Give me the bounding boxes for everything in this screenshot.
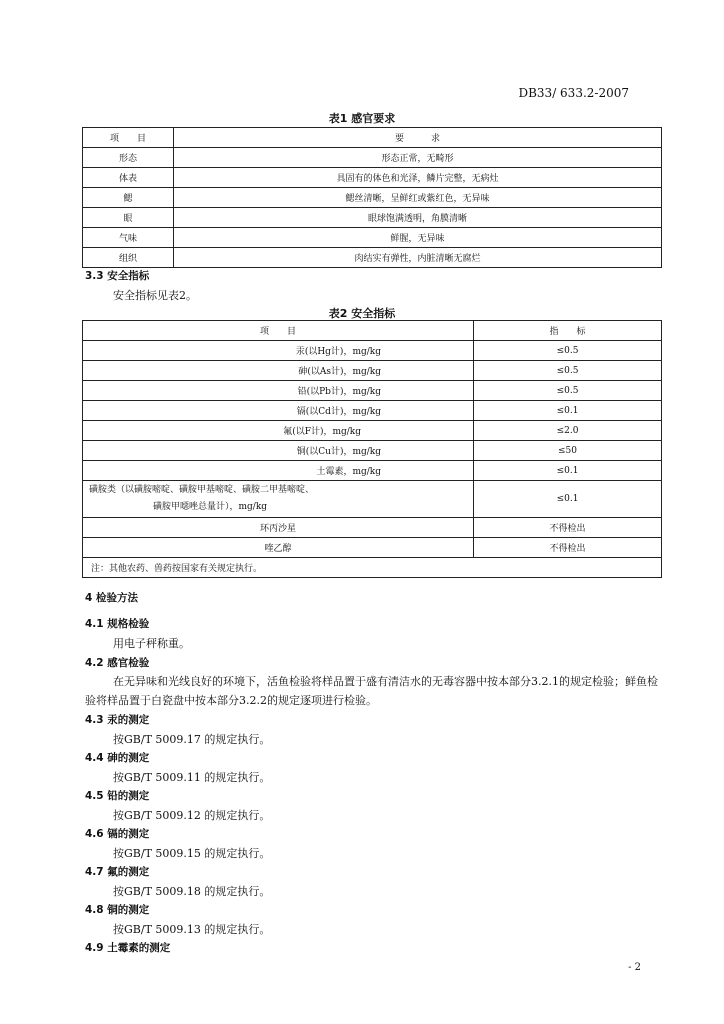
- item-cell: 镉(以Cd计)，mg/kg: [83, 401, 474, 421]
- column-header-requirement: 要 求: [174, 128, 662, 148]
- table-row: [83, 421, 662, 441]
- item-cell: 体表: [83, 168, 174, 188]
- table-note-row: [83, 558, 662, 578]
- item-cell-line: 磺胺甲噁唑总量计），mg/kg: [153, 502, 268, 512]
- item-cell: 氟(以F计)，mg/kg: [83, 421, 474, 441]
- subsection-body: 按GB/T 5009.18 的规定执行。: [113, 885, 271, 898]
- subsection-body: 按GB/T 5009.11 的规定执行。: [113, 771, 271, 784]
- subsection-paragraph: 在无异味和光线良好的环境下，活鱼检验将样品置于盛有清洁水的无毒容器中按本部分3.2.1的规定检验；鲜鱼检验将样品置于白瓷盘中按本部分3.2.2的规定逐项进行检验。: [85, 675, 658, 707]
- item-cell: 气味: [83, 228, 174, 248]
- table-header-row: [83, 128, 662, 148]
- table-row: [83, 188, 662, 208]
- limit-cell: ≤0.1: [474, 481, 662, 518]
- item-cell: 眼: [83, 208, 174, 228]
- subsection-heading: 4.3 汞的测定: [85, 714, 150, 726]
- table2-caption: 表2 安全指标: [328, 307, 396, 320]
- limit-cell: ≤0.1: [474, 401, 662, 421]
- section-body: 安全指标见表2。: [113, 289, 197, 302]
- subsection-heading: 4.9 土霉素的测定: [85, 942, 171, 954]
- limit-cell: 不得检出: [474, 538, 662, 558]
- subsection-body: 按GB/T 5009.17 的规定执行。: [113, 733, 271, 746]
- table-note: 注：其他农药、兽药按国家有关规定执行。: [83, 558, 662, 578]
- table-row: [83, 341, 662, 361]
- item-cell: 组织: [83, 248, 174, 268]
- section-heading: 4 检验方法: [85, 592, 138, 604]
- item-cell: 土霉素，mg/kg: [83, 461, 474, 481]
- subsection-heading: 4.8 铜的测定: [85, 904, 150, 916]
- subsection-heading: 4.7 氟的测定: [85, 866, 150, 878]
- item-cell: 汞(以Hg计)，mg/kg: [83, 341, 474, 361]
- requirement-cell: 眼球饱满透明，角膜清晰: [174, 208, 662, 228]
- limit-cell: 不得检出: [474, 518, 662, 538]
- item-cell: 铜(以Cu计)，mg/kg: [83, 441, 474, 461]
- column-header-limit: 指 标: [474, 321, 662, 341]
- table-row: [83, 248, 662, 268]
- limit-cell: ≤50: [474, 441, 662, 461]
- column-header-item: 项 目: [83, 128, 174, 148]
- section-heading: 3.3 安全指标: [85, 270, 150, 282]
- item-cell: 鳃: [83, 188, 174, 208]
- subsection-heading: 4.4 砷的测定: [85, 752, 150, 764]
- safety-indicators-table: [82, 320, 662, 578]
- table-row: [83, 208, 662, 228]
- subsection-heading: 4.5 铅的测定: [85, 790, 150, 802]
- requirement-cell: 鳃丝清晰，呈鲜红或紫红色，无异味: [174, 188, 662, 208]
- table-row: [83, 381, 662, 401]
- standard-number: DB33/ 633.2-2007: [518, 86, 629, 100]
- item-cell-line: 磺胺类（以磺胺嘧啶、磺胺甲基嘧啶、磺胺二甲基嘧啶、: [89, 485, 315, 495]
- table-row: [83, 441, 662, 461]
- subsection-body: 按GB/T 5009.13 的规定执行。: [113, 923, 271, 936]
- table-row: [83, 148, 662, 168]
- item-cell: 砷(以As计)，mg/kg: [83, 361, 474, 381]
- column-header-item: 项 目: [83, 321, 474, 341]
- item-cell: [83, 481, 474, 518]
- table-row: [83, 481, 662, 518]
- table-row: [83, 461, 662, 481]
- requirement-cell: 具固有的体色和光泽，鳞片完整，无病灶: [174, 168, 662, 188]
- table-row: [83, 401, 662, 421]
- limit-cell: ≤0.5: [474, 341, 662, 361]
- item-cell: 形态: [83, 148, 174, 168]
- subsection-heading: 4.1 规格检验: [85, 618, 150, 630]
- subsection-heading: 4.2 感官检验: [85, 657, 150, 669]
- page-number: - 2: [628, 962, 641, 973]
- table1-caption: 表1 感官要求: [328, 112, 396, 125]
- requirement-cell: 形态正常，无畸形: [174, 148, 662, 168]
- table-row: [83, 361, 662, 381]
- limit-cell: ≤0.5: [474, 381, 662, 401]
- subsection-body: 按GB/T 5009.12 的规定执行。: [113, 809, 271, 822]
- subsection-heading: 4.6 镉的测定: [85, 828, 150, 840]
- item-cell: 喹乙醇: [83, 538, 474, 558]
- subsection-body: 用电子秤称重。: [113, 637, 190, 650]
- sensory-requirements-table: [82, 127, 662, 268]
- requirement-cell: 鲜腥，无异味: [174, 228, 662, 248]
- requirement-cell: 肉结实有弹性，内脏清晰无腐烂: [174, 248, 662, 268]
- limit-cell: ≤2.0: [474, 421, 662, 441]
- item-cell: 铅(以Pb计)，mg/kg: [83, 381, 474, 401]
- table-row: [83, 228, 662, 248]
- limit-cell: ≤0.1: [474, 461, 662, 481]
- subsection-body: 按GB/T 5009.15 的规定执行。: [113, 847, 271, 860]
- table-header-row: [83, 321, 662, 341]
- item-cell: 环丙沙星: [83, 518, 474, 538]
- limit-cell: ≤0.5: [474, 361, 662, 381]
- table-row: [83, 518, 662, 538]
- table-row: [83, 168, 662, 188]
- table-row: [83, 538, 662, 558]
